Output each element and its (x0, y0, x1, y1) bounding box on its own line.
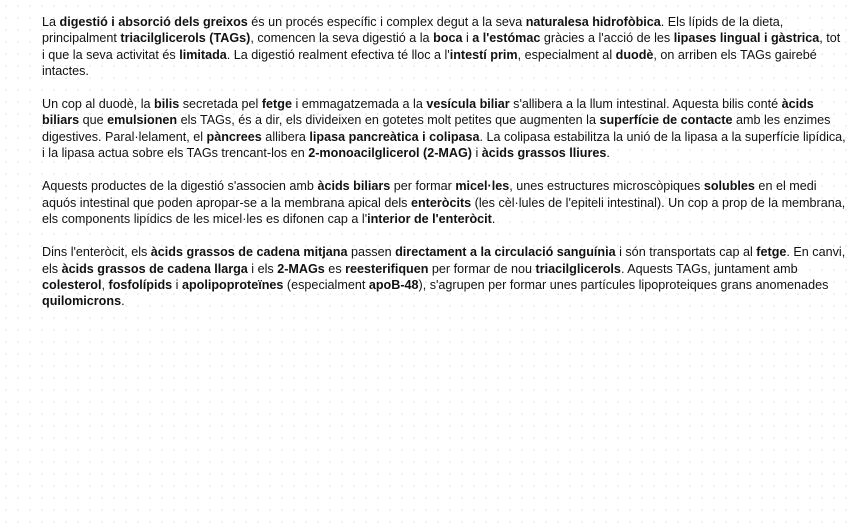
bold-term: lipases lingual i gàstrica (673, 31, 820, 46)
text-run: Un cop al duodè, la (42, 97, 155, 112)
text-run: . La colipasa estabilitza la unió de la lipasa a la superfície lipídica, i la lipasa actua sobre els TAGs trencant-los en (42, 129, 846, 161)
text-run: en el medi aquós intestinal que poden apropar-se a la membrana apical dels (42, 179, 817, 210)
bold-term: àcids grassos de cadena llarga (61, 261, 248, 276)
paragraph-2 (42, 96, 846, 161)
text-run: és un procés específic i complex degut a la seva (247, 15, 526, 29)
text-run: , (101, 277, 109, 292)
bold-term: fetge (756, 245, 787, 260)
text-run: , on arriben els TAGs gairebé intactes. (42, 47, 817, 78)
bold-term: a l'estómac (472, 31, 541, 46)
text-run: , unes estructures microscòpiques (509, 179, 704, 194)
bold-term: enteròcits (410, 195, 472, 210)
text-run: amb les enzimes digestives. Paral·lelament, el (42, 113, 831, 144)
bold-term: solubles (703, 179, 755, 194)
bold-term: directament a la circulació sanguínia (395, 245, 616, 260)
bold-term: apolipoproteïnes (181, 277, 284, 292)
bold-term: apoB-48 (368, 277, 419, 292)
bold-term: intestí prim (449, 47, 518, 62)
text-run: Aquests productes de la digestió s'associen amb (42, 179, 318, 194)
paragraph-4 (42, 244, 846, 309)
bold-term: superfície de contacte (599, 113, 733, 128)
text-run: . En canvi, els (42, 245, 846, 276)
bold-term: quilomicrons (42, 294, 122, 309)
paragraph-1 (42, 14, 846, 79)
bold-term: àcids biliars (42, 97, 814, 128)
text-run: . Aquests TAGs, juntament amb (620, 261, 798, 276)
text-run: passen (347, 245, 396, 260)
bold-term: emulsionen (107, 113, 178, 128)
text-run: , comencen la seva digestió a la (250, 31, 434, 46)
paragraph-3 (42, 178, 846, 227)
bold-term: boca (433, 31, 463, 46)
text-run: els TAGs, és a dir, els divideixen en gotetes molt petites que augmenten la (177, 113, 600, 128)
text-run: (les cèl·lules de l'epiteli intestinal). Un cop a prop de la membrana, els components lipídics de les micel·les es difonen cap a l' (42, 195, 846, 226)
bold-term: vesícula biliar (426, 97, 510, 112)
text-run: Dins l'enteròcit, els (42, 245, 151, 260)
text-run: es (324, 261, 346, 276)
bold-term: àcids biliars (317, 179, 391, 194)
bold-term: fetge (261, 97, 292, 112)
text-run: . (121, 294, 125, 309)
text-run: i els (247, 261, 278, 276)
bold-term: duodè (615, 47, 654, 62)
bold-term: digestió i absorció dels greixos (59, 15, 248, 29)
text-run: secretada pel (179, 97, 262, 112)
bold-term: 2-monoacilglicerol (2-MAG) (308, 146, 472, 161)
bold-term: triacilglicerols (535, 261, 621, 276)
text-run: , especialment al (517, 47, 616, 62)
text-run: per formar (390, 179, 456, 194)
text-run: (especialment (283, 277, 369, 292)
text-run: La (42, 15, 60, 29)
document-body (42, 14, 846, 326)
bold-term: colesterol (42, 277, 102, 292)
text-run: i (172, 277, 182, 292)
text-run: allibera (261, 129, 310, 144)
text-run: . Els lípids de la dieta, principalment (42, 15, 784, 46)
bold-term: àcids grassos de cadena mitjana (150, 245, 348, 260)
bold-term: reesterifiquen (345, 261, 429, 276)
text-run: . (606, 146, 610, 161)
text-run: . (491, 211, 496, 226)
bold-term: 2-MAGs (277, 261, 325, 276)
bold-term: micel·les (455, 179, 510, 194)
text-run: per formar de nou (428, 261, 536, 276)
bold-term: pàncrees (206, 129, 262, 144)
bold-term: naturalesa hidrofòbica (525, 15, 661, 29)
text-run: s'allibera a la llum intestinal. Aquesta bilis conté (509, 97, 782, 112)
text-run: que (79, 113, 108, 128)
bold-term: limitada (179, 47, 227, 62)
bold-term: àcids grassos lliures (481, 146, 607, 161)
text-run: i (462, 31, 473, 46)
text-run: i són transportats cap al (615, 245, 757, 260)
text-run: . La digestió realment efectiva té lloc a l' (226, 47, 450, 62)
text-run: , tot i que la seva activitat és (42, 31, 841, 62)
text-run: ), s'agrupen per formar unes partícules lipoproteiques grans anomenades (418, 277, 829, 292)
bold-term: lipasa pancreàtica i colipasa (309, 129, 480, 144)
bold-term: bilis (154, 97, 180, 112)
bold-term: fosfolípids (108, 277, 173, 292)
text-run: gràcies a l'acció de les (540, 31, 674, 46)
text-run: i emmagatzemada a la (291, 97, 427, 112)
bold-term: interior de l'enteròcit (367, 211, 492, 226)
bold-term: triacilglicerols (TAGs) (120, 31, 251, 46)
text-run: i (471, 146, 482, 161)
